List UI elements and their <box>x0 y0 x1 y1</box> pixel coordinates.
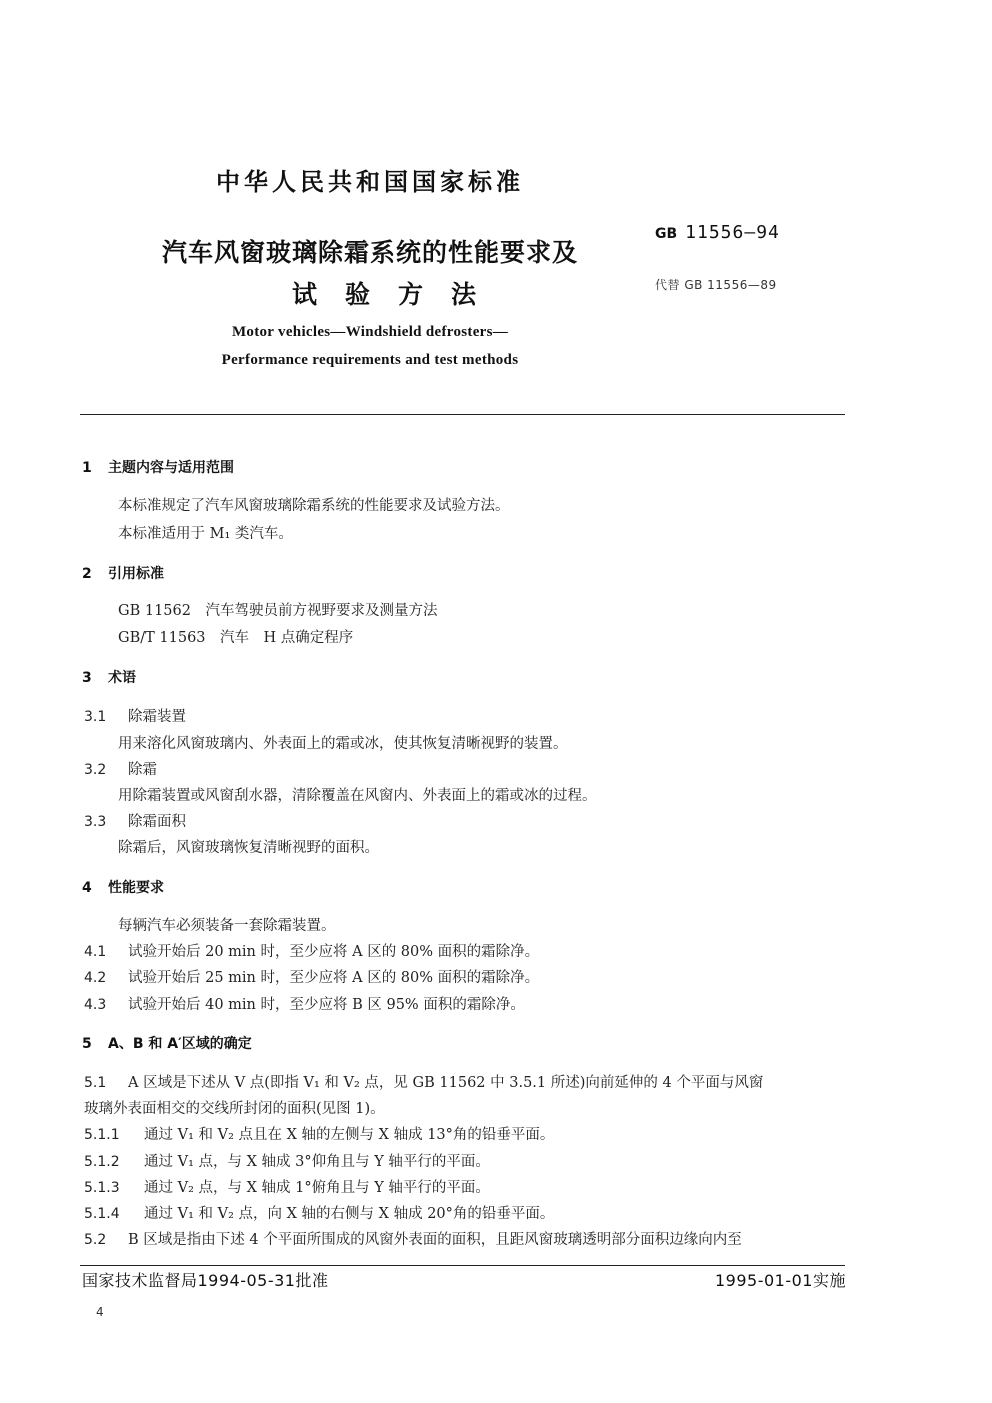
clause-number: 4.3 <box>84 997 107 1013</box>
clause-number: 3.3 <box>84 814 107 830</box>
term-definition: 除霜后，风窗玻璃恢复清晰视野的面积。 <box>118 840 379 856</box>
section-1-heading <box>82 458 234 478</box>
clause-continuation: 玻璃外表面相交的交线所封闭的面积(见图 1)。 <box>84 1101 385 1117</box>
standard-prefix: GB <box>655 226 678 242</box>
term-3-1 <box>84 707 186 727</box>
clause-text: 通过 V₁ 点，与 X 轴成 3°仰角且与 Y 轴平行的平面。 <box>144 1154 490 1170</box>
clause-number: 4.2 <box>84 970 107 986</box>
clause-text: 通过 V₂ 点，与 X 轴成 1°俯角且与 Y 轴平行的平面。 <box>144 1180 490 1196</box>
replaces-note: 代替 GB 11556—89 <box>655 278 777 292</box>
term-3-2 <box>84 760 157 780</box>
term-name: 除霜装置 <box>128 709 186 725</box>
clause-5-1-1 <box>84 1125 554 1145</box>
standard-code: 11556—94 <box>685 222 780 243</box>
term-name: 除霜 <box>128 762 157 778</box>
clause-5-1-2 <box>84 1152 490 1172</box>
term-definition: 用来溶化风窗玻璃内、外表面上的霜或冰，使其恢复清晰视野的装置。 <box>118 736 568 752</box>
clause-5-1 <box>84 1073 763 1093</box>
section-number: 5 <box>82 1036 92 1052</box>
clause-4-1 <box>84 942 539 962</box>
clause-4-2 <box>84 968 539 988</box>
section-number: 3 <box>82 670 92 686</box>
section-title: A、B 和 A′区域的确定 <box>108 1036 252 1052</box>
page-number: 4 <box>96 1305 104 1319</box>
section-3-heading <box>82 668 136 688</box>
effective-date: 1995-01-01实施 <box>715 1271 846 1290</box>
clause-text: B 区域是指由下述 4 个平面所围成的风窗外表面的面积，且距风窗玻璃透明部分面积边缘向内至 <box>128 1232 742 1248</box>
clause-number: 3.2 <box>84 762 107 778</box>
clause-number: 5.1 <box>84 1075 107 1091</box>
english-title-line2: Performance requirements and test methods <box>221 352 519 368</box>
clause-number: 5.1.1 <box>84 1127 120 1143</box>
clause-5-1-4 <box>84 1204 554 1224</box>
section-number: 2 <box>82 566 92 582</box>
clause-text: 通过 V₁ 和 V₂ 点且在 X 轴的左侧与 X 轴成 13°角的铅垂平面。 <box>144 1127 555 1143</box>
paragraph: 本标准适用于 M₁ 类汽车。 <box>118 526 293 542</box>
clause-text: A 区域是下述从 V 点(即指 V₁ 和 V₂ 点，见 GB 11562 中 3.5.1 所述)向前延伸的 4 个平面与风窗 <box>128 1075 764 1091</box>
section-4-heading <box>82 878 164 898</box>
header-divider <box>80 414 845 415</box>
section-title: 术语 <box>108 670 136 686</box>
clause-4-3 <box>84 995 525 1015</box>
section-5-heading <box>82 1034 252 1054</box>
section-2-heading <box>82 564 164 584</box>
clause-text: 试验开始后 25 min 时，至少应将 A 区的 80% 面积的霜除净。 <box>128 970 540 986</box>
section-number: 1 <box>82 460 92 476</box>
national-standard-title: 中华人民共和国国家标准 <box>216 168 524 196</box>
section-title: 主题内容与适用范围 <box>108 460 234 476</box>
paragraph: 每辆汽车必须装备一套除霜装置。 <box>118 918 336 934</box>
clause-number: 5.1.4 <box>84 1206 120 1222</box>
section-title: 性能要求 <box>108 880 164 896</box>
clause-text: 通过 V₁ 和 V₂ 点，向 X 轴的右侧与 X 轴成 20°角的铅垂平面。 <box>144 1206 555 1222</box>
reference-item: GB 11562 汽车驾驶员前方视野要求及测量方法 <box>118 603 438 619</box>
section-number: 4 <box>82 880 92 896</box>
footer-divider <box>80 1265 845 1266</box>
clause-number: 5.2 <box>84 1232 107 1248</box>
clause-text: 试验开始后 40 min 时，至少应将 B 区 95% 面积的霜除净。 <box>128 997 525 1013</box>
english-title-line1: Motor vehicles—Windshield defrosters— <box>231 324 509 340</box>
standard-number <box>655 222 780 243</box>
approval-date: 国家技术监督局1994-05-31批准 <box>82 1271 329 1290</box>
term-name: 除霜面积 <box>128 814 186 830</box>
clause-5-1-3 <box>84 1178 490 1198</box>
paragraph: 本标准规定了汽车风窗玻璃除霜系统的性能要求及试验方法。 <box>118 498 510 514</box>
term-definition: 用除霜装置或风窗刮水器，清除覆盖在风窗内、外表面上的霜或冰的过程。 <box>118 788 597 804</box>
standard-title-line1: 汽车风窗玻璃除霜系统的性能要求及 <box>161 238 578 267</box>
clause-number: 3.1 <box>84 709 107 725</box>
clause-text: 试验开始后 20 min 时，至少应将 A 区的 80% 面积的霜除净。 <box>128 944 540 960</box>
clause-5-2 <box>84 1230 742 1250</box>
section-title: 引用标准 <box>108 566 164 582</box>
clause-number: 4.1 <box>84 944 107 960</box>
standard-title-line2: 试验方法 <box>291 280 504 309</box>
clause-number: 5.1.3 <box>84 1180 120 1196</box>
term-3-3 <box>84 812 186 832</box>
clause-number: 5.1.2 <box>84 1154 120 1170</box>
reference-item: GB/T 11563 汽车 H 点确定程序 <box>118 630 354 646</box>
